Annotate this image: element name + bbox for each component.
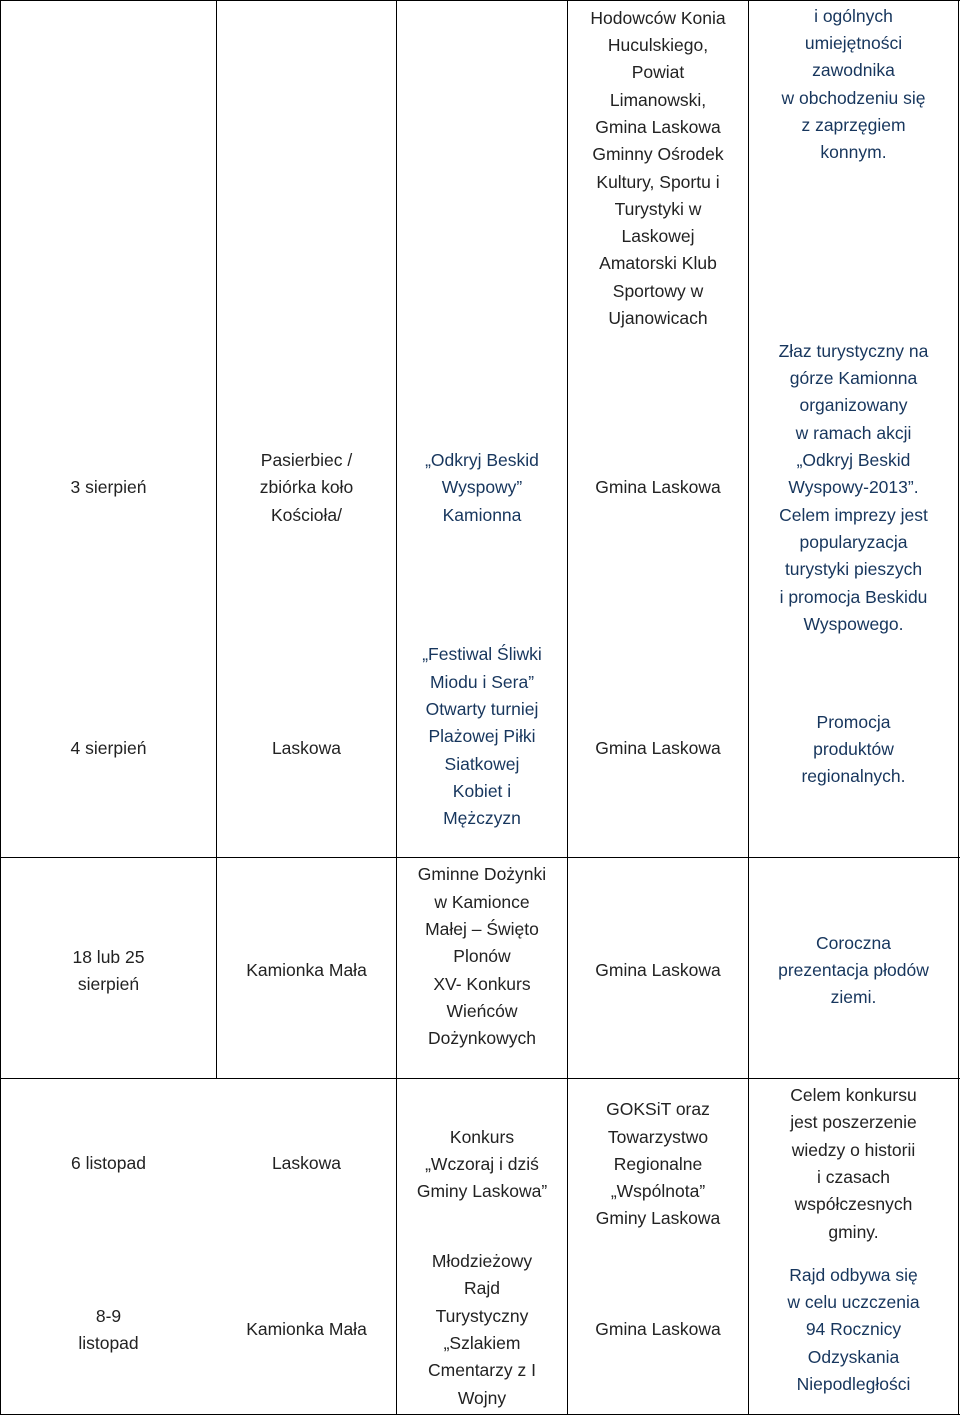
table-rule	[0, 1078, 960, 1079]
event-cell: Młodzieżowy Rajd Turystyczny „Szlakiem Cmentarzy z I Wojny	[428, 1251, 536, 1408]
place-cell: Laskowa	[271, 738, 342, 759]
description-cell: Coroczna prezentacja płodów ziemi.	[778, 932, 929, 1008]
event-cell: Gminne Dożynki w Kamionce Małej – Święto Plonów XV- Konkurs Wieńców Dożynkowych	[417, 864, 547, 1049]
table-rule	[0, 0, 1, 1415]
description-cell: Promocja produktów regionalnych.	[801, 711, 906, 787]
table-rule	[216, 0, 217, 1078]
date-cell: 3 sierpień	[70, 477, 147, 498]
table-rule	[0, 857, 960, 858]
organizer-cell: Gmina Laskowa	[595, 960, 721, 981]
organizer-cell: Gmina Laskowa	[595, 738, 721, 759]
organizer-cell: GOKSiT oraz Towarzystwo Regionalne „Wspólnota” Gminy Laskowa	[595, 1099, 721, 1229]
date-cell: 8-9 listopad	[78, 1305, 139, 1353]
place-cell: Pasierbiec / zbiórka koło Kościoła/	[259, 450, 354, 525]
event-cell: Konkurs „Wczoraj i dziś Gminy Laskowa”	[416, 1126, 548, 1202]
event-cell: „Festiwal Śliwki Miodu i Sera” Otwarty turniej Plażowej Piłki Siatkowej Kobiet i Mężczyzn	[422, 644, 542, 829]
place-cell: Kamionka Mała	[246, 1319, 367, 1340]
date-cell: 18 lub 25 sierpień	[72, 946, 145, 994]
description-cell: i ogólnych umiejętności zawodnika w obchodzeniu się z zaprzęgiem konnym.	[781, 5, 926, 163]
place-cell: Kamionka Mała	[246, 960, 367, 981]
table-rule	[0, 0, 960, 1]
description-cell: Rajd odbywa się w celu uczczenia 94 Rocznicy Odzyskania Niepodległości	[787, 1264, 920, 1394]
organizer-cell: Hodowców Konia Huculskiego, Powiat Limanowski, Gmina Laskowa Gminny Ośrodek Kultury, Sportu i Turystyki w Laskowej Amatorski Klub Sportowy w Ujanowicach	[590, 7, 726, 328]
date-cell: 6 listopad	[71, 1153, 146, 1174]
table-rule	[0, 1414, 960, 1415]
table-rule	[958, 0, 959, 1415]
organizer-cell: Gmina Laskowa	[595, 1319, 721, 1340]
description-cell: Celem konkursu jest poszerzenie wiedzy o historii i czasach współczesnych gminy.	[790, 1085, 917, 1242]
event-cell: „Odkryj Beskid Wyspowy” Kamionna	[425, 450, 539, 525]
place-cell: Laskowa	[271, 1153, 342, 1174]
description-cell: Złaz turystyczny na górze Kamionna organizowany w ramach akcji „Odkryj Beskid Wyspowy-2013”. Celem imprezy jest popularyzacja turystyki pieszych i promocja Beskidu Wyspowego.	[778, 340, 929, 634]
date-cell: 4 sierpień	[70, 738, 147, 759]
organizer-cell: Gmina Laskowa	[595, 477, 721, 498]
